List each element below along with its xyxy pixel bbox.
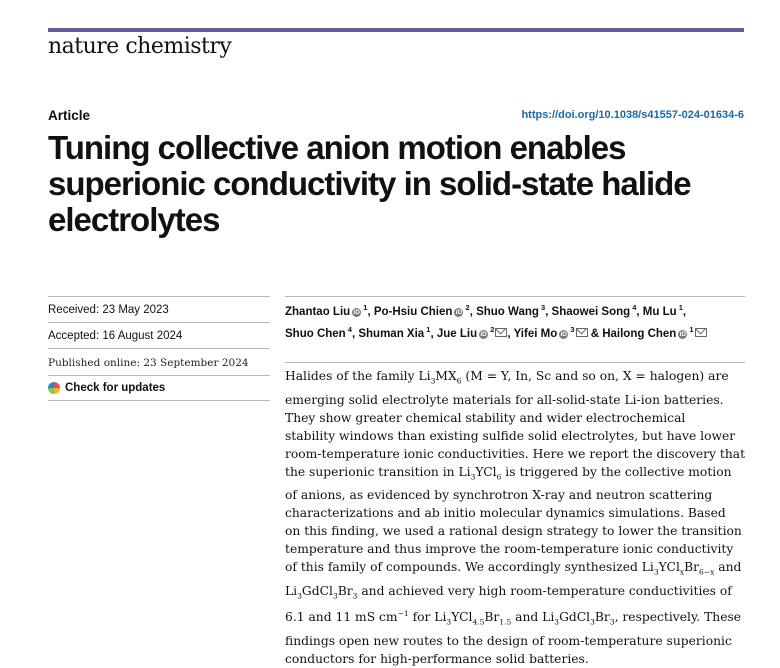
paper-title: [48, 130, 748, 238]
received-date: Received: 23 May 2023: [48, 304, 169, 316]
email-icon[interactable]: [576, 328, 588, 337]
author-name: Po-Hsiu Chien: [373, 305, 453, 318]
affiliation-number: 1: [687, 324, 694, 334]
abstract: [285, 367, 745, 668]
abstract-line: findings open new routes to the design of room-temperature superionic: [285, 633, 732, 648]
affiliation-number: 3: [568, 324, 575, 334]
author-name: Shuman Xia: [358, 327, 425, 340]
crossmark-icon: [48, 382, 60, 394]
abstract-line: of anions, as evidenced by synchrotron X-ray and neutron scattering: [285, 488, 713, 503]
title-line: superionic conductivity in solid-state halide: [48, 165, 691, 202]
orcid-icon[interactable]: iD: [480, 330, 487, 338]
author[interactable]: [285, 324, 352, 340]
divider: [48, 322, 270, 323]
abstract-line: of this family of compounds. We accordingly synthesized $Li_3YCl_xBr_{6-x}$ and: [285, 560, 742, 577]
email-icon[interactable]: [695, 328, 707, 337]
divider: [48, 375, 270, 376]
author-name: & Hailong Chen: [590, 327, 677, 340]
check-for-updates-label: Check for updates: [65, 382, 166, 394]
journal-header-bar: [48, 28, 744, 32]
divider: [48, 296, 270, 297]
abstract-line: Halides of the family $Li_3MX_6$ (M = Y, In, Sc and so on, X = halogen) are: [285, 369, 729, 386]
abstract-line: They show greater chemical stability and wider electrochemical: [285, 410, 686, 425]
affiliation-number: 4: [345, 324, 352, 334]
divider: [285, 296, 745, 297]
check-for-updates-button[interactable]: [48, 382, 165, 394]
author-list: Zhantao Liu iD $^1$, Po-Hsiu Chien iD $^2$, Shuo Wang $^3$, Shaowei Song $^4$, Mu Lu $^1$, Shuo Chen $^4$, Shuman Xia $^1$, Jue Liu iD $^2$ , Yifei Mo iD $^3$ & Hailong Chen iD $^1$: [285, 299, 745, 343]
author-name: Zhantao Liu: [285, 305, 351, 318]
author-name: Jue Liu: [436, 327, 478, 340]
author[interactable]: [551, 303, 637, 318]
affiliation-number: 3: [538, 303, 546, 312]
abstract-line: $Li_3GdCl_3Br_3$ and achieved very high room-temperature conductivities of: [285, 583, 732, 601]
article-type: Article: [48, 108, 91, 123]
abstract-line: conductors for high-performance solid batteries.: [285, 652, 589, 667]
affiliation-number: 1: [361, 303, 368, 312]
published-date: Published online: 23 September 2024: [48, 357, 249, 369]
accepted-date: Accepted: 16 August 2024: [48, 330, 183, 342]
abstract-line: emerging solid electrolyte materials for all-solid-state Li-ion batteries.: [285, 392, 724, 407]
author-name: Shaowei Song: [551, 305, 631, 318]
author[interactable]: [358, 324, 431, 340]
affiliation-number: 1: [676, 303, 683, 312]
author-name: Shuo Wang: [476, 305, 539, 318]
title-line: electrolytes: [48, 201, 220, 238]
divider: [48, 348, 270, 349]
email-icon[interactable]: [495, 328, 507, 337]
author[interactable]: [285, 303, 368, 318]
abstract-line: room-temperature ionic conductivities. Here we report the discovery that: [285, 446, 746, 461]
author[interactable]: [373, 303, 470, 318]
orcid-icon[interactable]: iD: [353, 308, 360, 316]
abstract-line: 6.1 and 11 mS $cm^{-1}$ for $Li_3YCl_{4.5}Br_{1.5}$ and $Li_3GdCl_3Br_3$, respectively. These: [285, 609, 742, 627]
title-line: Tuning collective anion motion enables: [48, 129, 626, 166]
author[interactable]: [590, 324, 707, 340]
orcid-icon[interactable]: iD: [455, 308, 463, 316]
orcid-icon[interactable]: iD: [679, 330, 687, 338]
affiliation-number: 2: [463, 303, 470, 312]
journal-name: nature chemistry: [48, 34, 232, 59]
author-name: Yifei Mo: [513, 327, 558, 340]
author-name: Mu Lu: [642, 305, 677, 318]
doi-link[interactable]: https://doi.org/10.1038/s41557-024-01634-6: [521, 109, 744, 121]
affiliation-number: 1: [424, 324, 431, 334]
abstract-line: characterizations and ab initio molecular dynamics simulations. Based: [285, 506, 726, 521]
abstract-line: the superionic transition in $Li_3YCl_6$ is triggered by the collective motion: [285, 464, 732, 482]
affiliation-number: 4: [630, 303, 637, 312]
divider: [285, 362, 745, 363]
author[interactable]: [436, 324, 508, 340]
affiliation-number: 2: [488, 324, 495, 334]
author[interactable]: [513, 324, 588, 340]
abstract-line: stability windows than existing sulfide solid electrolytes, but have lower: [285, 428, 736, 443]
author-name: Shuo Chen: [285, 327, 346, 340]
abstract-line: temperature and thus improve the room-temperature ionic conductivity: [285, 542, 734, 557]
abstract-line: on this finding, we used a rational design strategy to lower the transition: [285, 524, 742, 539]
author[interactable]: [642, 303, 683, 318]
author[interactable]: [476, 303, 546, 318]
orcid-icon[interactable]: iD: [560, 330, 567, 338]
divider: [48, 400, 270, 401]
